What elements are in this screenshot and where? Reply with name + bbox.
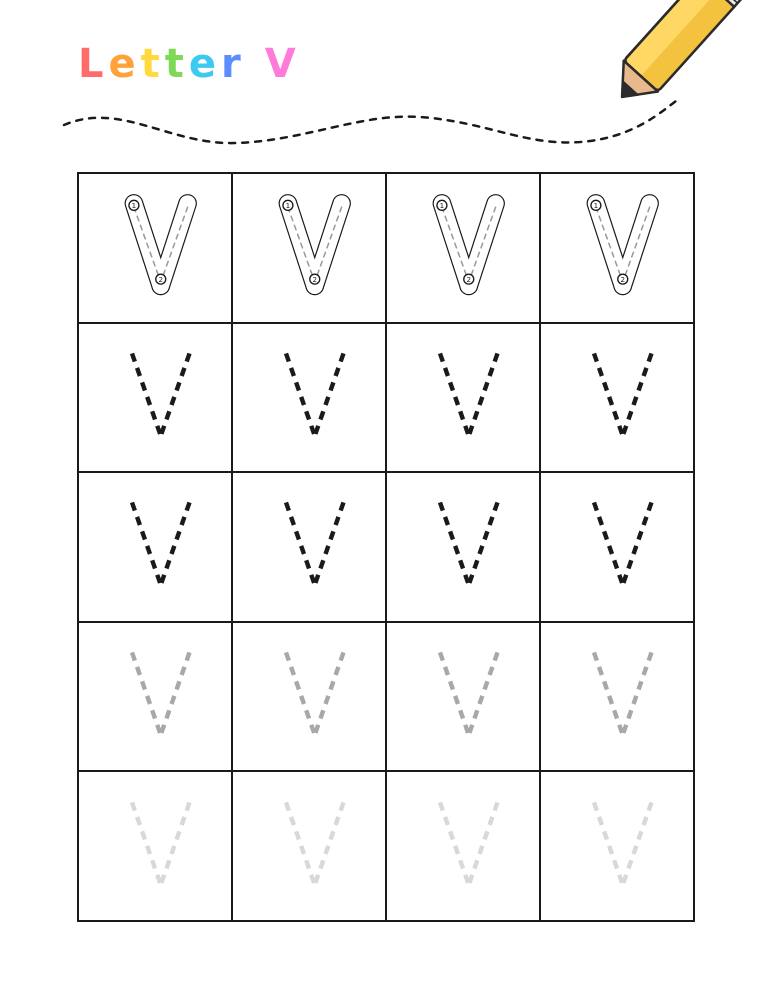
- letter-dashed-stroke: [623, 653, 652, 735]
- tracing-cell[interactable]: [541, 174, 695, 324]
- letter-v-glyph: [569, 340, 665, 455]
- letter-dashed-stroke: [623, 353, 652, 435]
- tracing-cell[interactable]: [387, 772, 541, 922]
- letter-dashed-stroke: [469, 802, 498, 884]
- tracing-cell[interactable]: [387, 473, 541, 623]
- title-letter: e: [188, 41, 222, 87]
- stroke-order-number: 1: [131, 201, 137, 211]
- tracing-cell[interactable]: [233, 174, 387, 324]
- letter-dashed-stroke: [161, 503, 190, 585]
- letter-dashed-stroke: [132, 653, 161, 735]
- dashed-wave-divider: [60, 95, 680, 155]
- letter-v-glyph: [107, 639, 203, 754]
- letter-v-glyph: [107, 789, 203, 904]
- title-letter: e: [108, 41, 141, 87]
- letter-v-glyph: [569, 639, 665, 754]
- tracing-cell[interactable]: [79, 473, 233, 623]
- letter-dashed-stroke: [286, 353, 315, 435]
- letter-v-glyph: [415, 340, 511, 455]
- letter-dashed-stroke: [623, 503, 652, 585]
- page-title: [78, 41, 301, 87]
- tracing-cell[interactable]: [387, 174, 541, 324]
- letter-v-glyph: [107, 489, 203, 604]
- stroke-order-number: 1: [285, 201, 291, 211]
- title-letter: L: [78, 41, 109, 87]
- stroke-order-number: 2: [312, 275, 318, 285]
- letter-dashed-stroke: [161, 802, 190, 884]
- letter-v-glyph: [261, 489, 357, 604]
- tracing-cell[interactable]: [233, 473, 387, 623]
- stroke-order-number: 2: [620, 275, 626, 285]
- letter-v-glyph: [261, 340, 357, 455]
- letter-dashed-stroke: [315, 503, 344, 585]
- stroke-order-number: 2: [466, 275, 472, 285]
- letter-dashed-stroke: [469, 653, 498, 735]
- title-letter: t: [140, 41, 165, 87]
- tracing-cell[interactable]: [541, 473, 695, 623]
- tracing-cell[interactable]: [233, 324, 387, 474]
- letter-dashed-stroke: [286, 653, 315, 735]
- letter-v-glyph: [107, 190, 203, 305]
- tracing-grid: [77, 172, 695, 922]
- tracing-cell[interactable]: [79, 174, 233, 324]
- letter-dashed-stroke: [469, 503, 498, 585]
- title-letter: t: [164, 41, 189, 87]
- letter-dashed-stroke: [594, 653, 623, 735]
- letter-dashed-stroke: [286, 802, 315, 884]
- letter-v-glyph: [569, 190, 665, 305]
- letter-dashed-stroke: [132, 353, 161, 435]
- stroke-order-number: 1: [439, 201, 445, 211]
- letter-dashed-stroke: [132, 503, 161, 585]
- letter-v-glyph: [107, 340, 203, 455]
- tracing-cell[interactable]: [233, 623, 387, 773]
- letter-dashed-stroke: [440, 353, 469, 435]
- letter-v-glyph: [415, 789, 511, 904]
- letter-dashed-stroke: [132, 802, 161, 884]
- letter-v-glyph: [415, 190, 511, 305]
- letter-dashed-stroke: [623, 802, 652, 884]
- letter-dashed-stroke: [161, 653, 190, 735]
- title-letter: r: [221, 41, 246, 87]
- letter-dashed-stroke: [440, 503, 469, 585]
- tracing-cell[interactable]: [541, 772, 695, 922]
- letter-dashed-stroke: [440, 802, 469, 884]
- tracing-cell[interactable]: [387, 623, 541, 773]
- letter-dashed-stroke: [594, 802, 623, 884]
- letter-v-glyph: [415, 639, 511, 754]
- tracing-cell[interactable]: [233, 772, 387, 922]
- stroke-order-number: 1: [593, 201, 599, 211]
- tracing-cell[interactable]: [387, 324, 541, 474]
- letter-v-glyph: [261, 789, 357, 904]
- title-letter: [246, 44, 265, 84]
- tracing-cell[interactable]: [79, 324, 233, 474]
- letter-dashed-stroke: [315, 653, 344, 735]
- letter-v-glyph: [569, 789, 665, 904]
- letter-dashed-stroke: [469, 353, 498, 435]
- letter-dashed-stroke: [594, 503, 623, 585]
- letter-v-glyph: [261, 190, 357, 305]
- tracing-cell[interactable]: [79, 623, 233, 773]
- letter-v-glyph: [569, 489, 665, 604]
- stroke-order-number: 2: [158, 275, 164, 285]
- letter-dashed-stroke: [440, 653, 469, 735]
- letter-dashed-stroke: [161, 353, 190, 435]
- letter-dashed-stroke: [315, 802, 344, 884]
- tracing-cell[interactable]: [79, 772, 233, 922]
- letter-dashed-stroke: [594, 353, 623, 435]
- tracing-cell[interactable]: [541, 623, 695, 773]
- letter-dashed-stroke: [286, 503, 315, 585]
- letter-dashed-stroke: [315, 353, 344, 435]
- letter-v-glyph: [415, 489, 511, 604]
- tracing-cell[interactable]: [541, 324, 695, 474]
- title-letter: V: [264, 41, 301, 87]
- letter-v-glyph: [261, 639, 357, 754]
